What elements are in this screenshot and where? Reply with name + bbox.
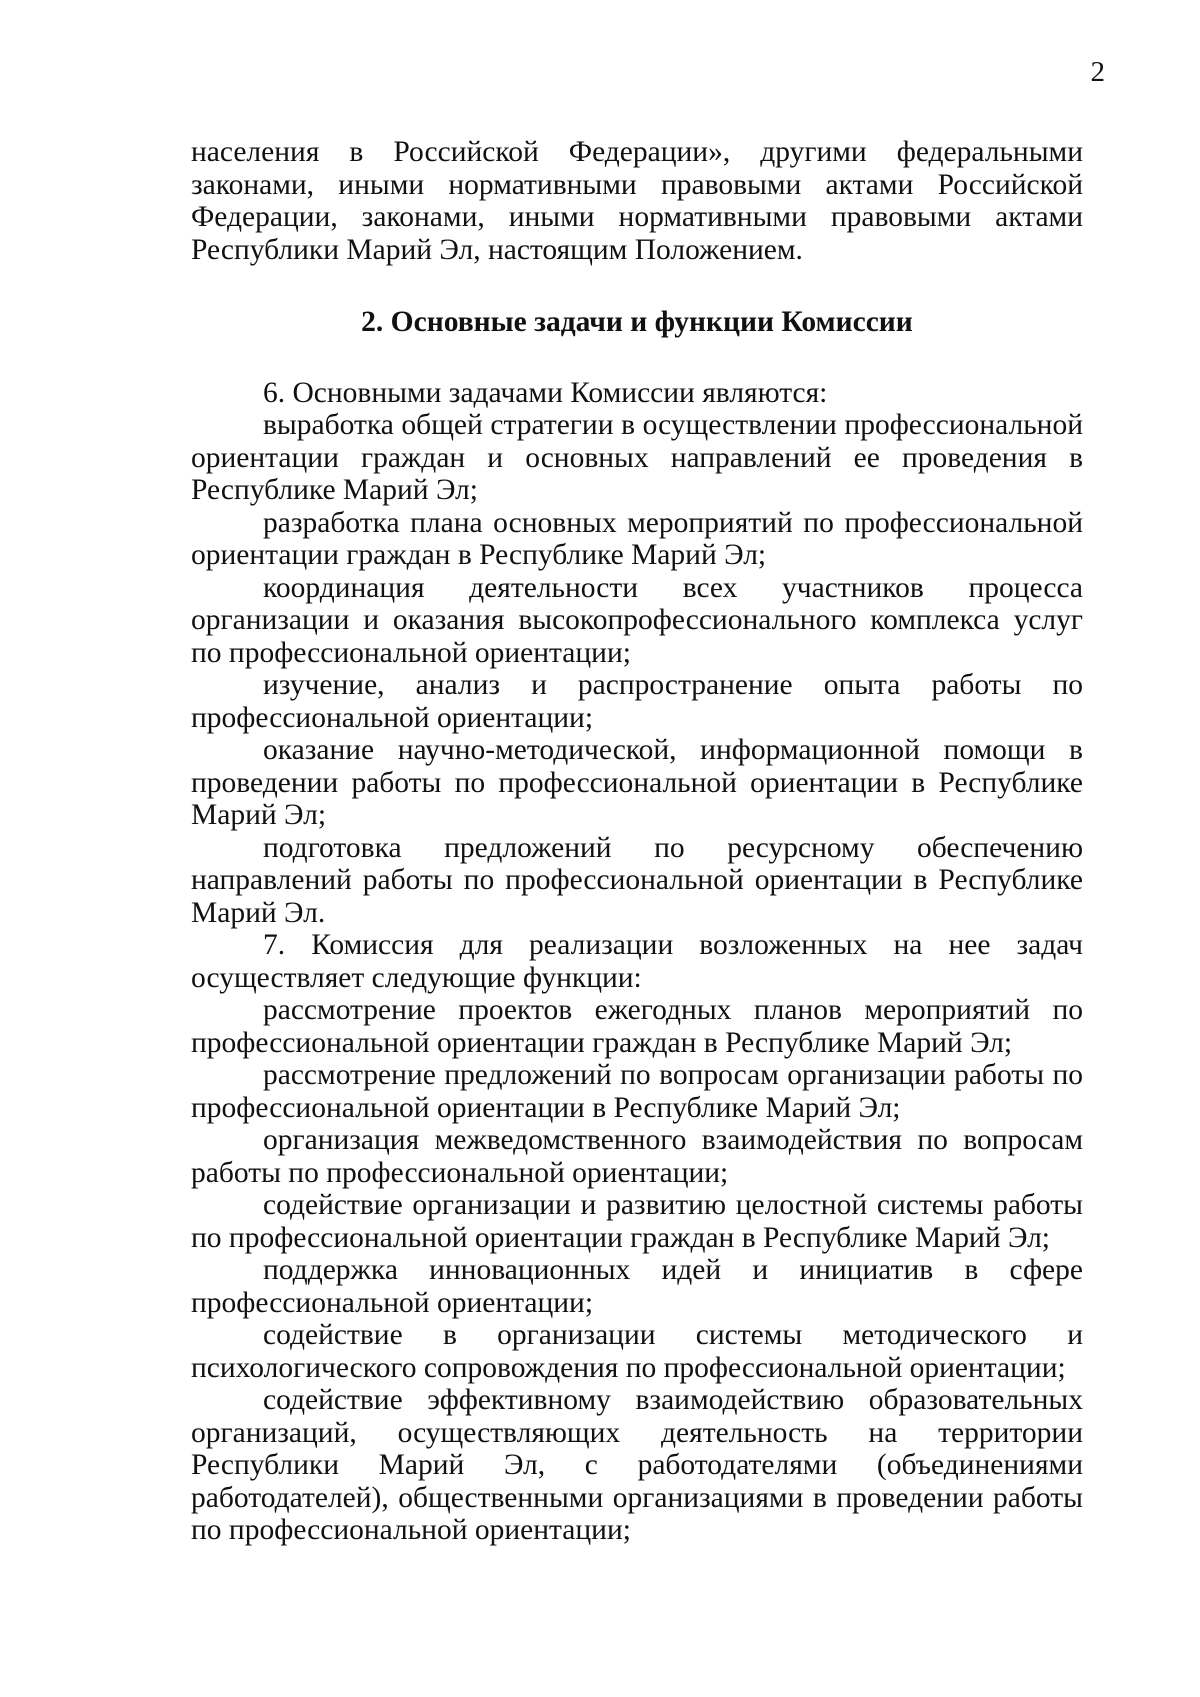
page-number: 2: [1090, 56, 1105, 88]
item6-task: выработка общей стратегии в осуществлении профессиональной ориентации граждан и основных направлений ее проведения в Республике Марий Эл;: [191, 409, 1083, 506]
item7-function: рассмотрение предложений по вопросам организации работы по профессиональной ориентации в Республике Марий Эл;: [191, 1059, 1083, 1124]
item6-task: координация деятельности всех участников процесса организации и оказания высокопрофессионального комплекса услуг по профессиональной ориентации;: [191, 571, 1083, 669]
item7-function: содействие эффективному взаимодействию образовательных организаций, осуществляющих деятельность на территории Республики Марий Эл, с работодателями (объединениями работодателей), общественными организациями в проведении работы по профессиональной ориентации;: [191, 1384, 1083, 1546]
item7-function: содействие в организации системы методического и психологического сопровождения по профессиональной ориентации;: [191, 1319, 1083, 1384]
item7-function: рассмотрение проектов ежегодных планов мероприятий по профессиональной ориентации граждан в Республике Марий Эл;: [191, 994, 1083, 1059]
document-body: [191, 136, 1083, 1547]
item6-intro: 6. Основными задачами Комиссии являются:: [263, 376, 828, 409]
item7-function: организация межведомственного взаимодействия по вопросам работы по профессиональной ориентации;: [191, 1124, 1083, 1189]
intro-paragraph: населения в Российской Федерации», другими федеральными законами, иными нормативными правовыми актами Российской Федерации, законами, иными нормативными правовыми актами Республики Марий Эл, настоящим Положением.: [191, 136, 1083, 266]
item6-task: подготовка предложений по ресурсному обеспечению направлений работы по профессиональной ориентации в Республике Марий Эл.: [191, 831, 1083, 929]
item6-task: оказание научно-методической, информационной помощи в проведении работы по профессиональной ориентации в Республике Марий Эл;: [191, 734, 1083, 831]
item7-function: поддержка инновационных идей и инициатив в сфере профессиональной ориентации;: [191, 1254, 1083, 1319]
item6-task: изучение, анализ и распространение опыта работы по профессиональной ориентации;: [191, 669, 1083, 734]
item6-task: разработка плана основных мероприятий по профессиональной ориентации граждан в Республике Марий Эл;: [191, 506, 1083, 571]
item7-function: содействие организации и развитию целостной системы работы по профессиональной ориентации граждан в Республике Марий Эл;: [191, 1189, 1083, 1254]
item7-intro: 7. Комиссия для реализации возложенных на нее задач осуществляет следующие функции:: [191, 929, 1083, 994]
section-heading: 2. Основные задачи и функции Комиссии: [361, 306, 913, 338]
